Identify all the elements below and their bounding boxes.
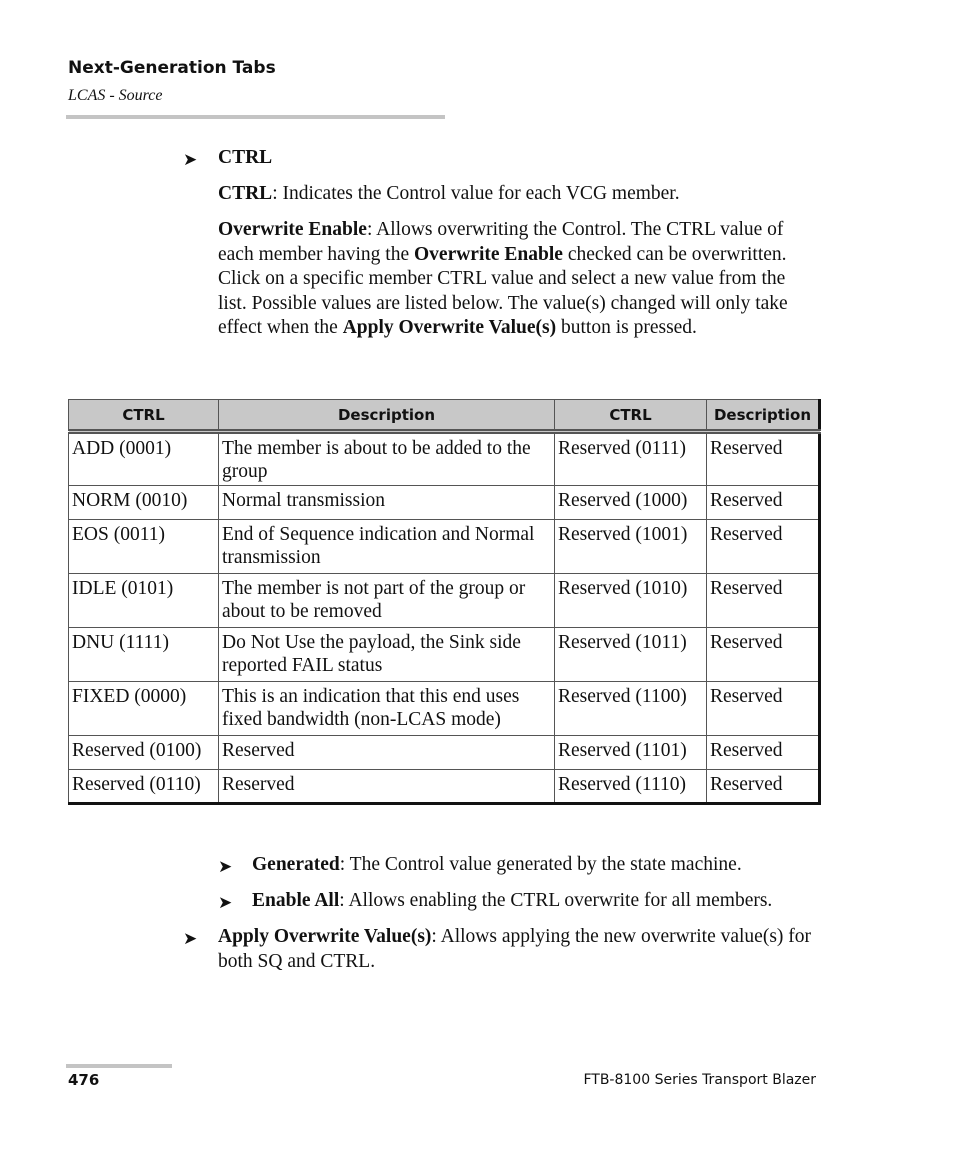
table-cell: The member is not part of the group or about to be removed — [219, 574, 555, 628]
product-name: FTB-8100 Series Transport Blazer — [583, 1072, 816, 1088]
bullet-arrow-icon: ➤ — [218, 857, 233, 877]
table-header-row — [69, 400, 820, 432]
table-cell: Reserved (1010) — [555, 574, 707, 628]
table-header-description: Description — [707, 400, 820, 432]
table-row — [69, 770, 820, 804]
bullet-arrow-icon: ➤ — [183, 929, 198, 949]
generated-description: Generated: The Control value generated by the state machine. — [252, 854, 742, 875]
table-row — [69, 520, 820, 574]
table-cell: IDLE (0101) — [69, 574, 219, 628]
table-cell: FIXED (0000) — [69, 682, 219, 736]
table-row — [69, 486, 820, 520]
table-cell: Reserved (0111) — [555, 432, 707, 486]
table-cell: The member is about to be added to the group — [219, 432, 555, 486]
table-row — [69, 736, 820, 770]
table-cell: Reserved (1011) — [555, 628, 707, 682]
table-cell: Reserved — [707, 628, 820, 682]
table-cell: Normal transmission — [219, 486, 555, 520]
table-cell: Reserved (1100) — [555, 682, 707, 736]
overwrite-enable-description: Overwrite Enable: Allows overwriting the Control. The CTRL value of each member having the Overwrite Enable checked can be overwritten. Click on a specific member CTRL value and select a new value from the list. Possible values are listed below. The value(s) changed will only take effect when the Apply Overwrite Value(s) button is pressed. — [218, 219, 788, 339]
table-cell: Do Not Use the payload, the Sink side reported FAIL status — [219, 628, 555, 682]
table-cell: Reserved (1001) — [555, 520, 707, 574]
apply-overwrite-description: Apply Overwrite Value(s): Allows applying the new overwrite value(s) for both SQ and CTRL. — [218, 926, 812, 972]
section-subtitle: LCAS - Source — [68, 87, 163, 104]
table-cell: Reserved — [707, 682, 820, 736]
table-row — [69, 682, 820, 736]
ctrl-heading: CTRL — [218, 147, 273, 168]
table-cell: Reserved (0100) — [69, 736, 219, 770]
table-cell: Reserved — [707, 486, 820, 520]
table-cell: Reserved (1000) — [555, 486, 707, 520]
table-row — [69, 574, 820, 628]
table-row — [69, 432, 820, 486]
table-cell: Reserved — [219, 736, 555, 770]
table-header-ctrl: CTRL — [69, 400, 219, 432]
table-cell: Reserved — [707, 736, 820, 770]
table-cell: EOS (0011) — [69, 520, 219, 574]
table-header-description: Description — [219, 400, 555, 432]
section-title: Next-Generation Tabs — [68, 58, 276, 78]
table-cell: Reserved (1110) — [555, 770, 707, 804]
table-cell: ADD (0001) — [69, 432, 219, 486]
ctrl-values-table — [68, 399, 821, 805]
table-cell: Reserved — [219, 770, 555, 804]
header-divider — [66, 115, 445, 119]
table-cell: Reserved — [707, 432, 820, 486]
footer-divider — [66, 1064, 172, 1068]
table-cell: Reserved — [707, 770, 820, 804]
table-cell: Reserved (0110) — [69, 770, 219, 804]
table-header-ctrl: CTRL — [555, 400, 707, 432]
table-cell: This is an indication that this end uses fixed bandwidth (non-LCAS mode) — [219, 682, 555, 736]
table-cell: NORM (0010) — [69, 486, 219, 520]
table-cell: Reserved — [707, 574, 820, 628]
table-cell: Reserved — [707, 520, 820, 574]
table-row — [69, 628, 820, 682]
table-cell: End of Sequence indication and Normal transmission — [219, 520, 555, 574]
enable-all-description: Enable All: Allows enabling the CTRL overwrite for all members. — [252, 890, 773, 911]
page-number: 476 — [68, 1071, 100, 1089]
bullet-arrow-icon: ➤ — [183, 150, 198, 170]
ctrl-description: CTRL: Indicates the Control value for each VCG member. — [218, 183, 680, 204]
bullet-arrow-icon: ➤ — [218, 893, 233, 913]
table-cell: DNU (1111) — [69, 628, 219, 682]
table-cell: Reserved (1101) — [555, 736, 707, 770]
